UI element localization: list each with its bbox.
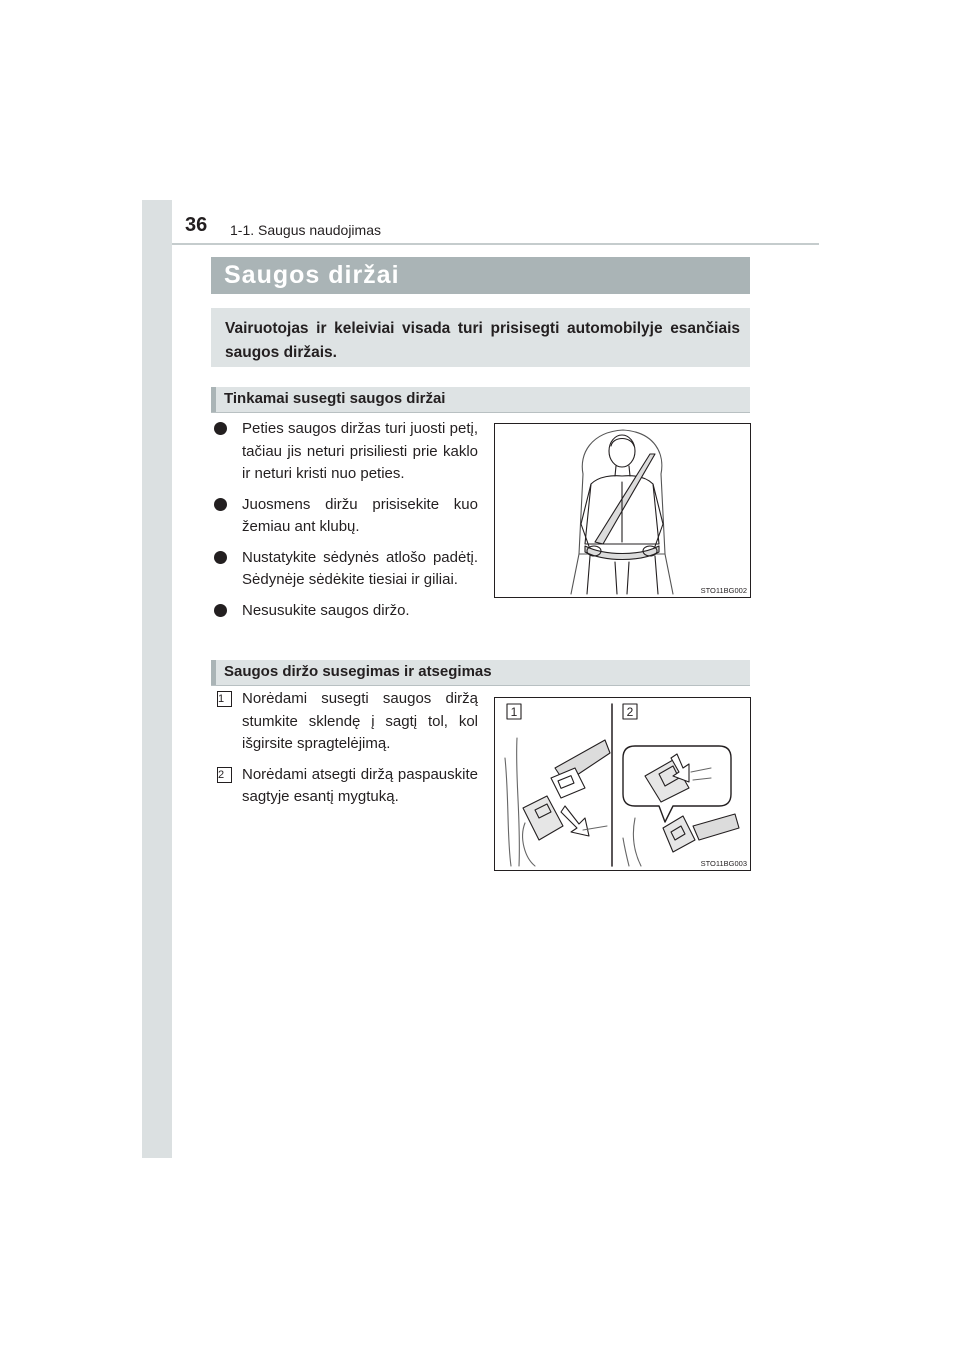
bullet-text: Nesusukite saugos diržo.	[242, 601, 410, 619]
subheading-fasten-release	[211, 660, 750, 686]
chapter-title: 1-1. Saugus naudojimas	[230, 222, 381, 238]
page-number: 36	[185, 214, 208, 236]
figure-code: STO11BG003	[700, 859, 747, 868]
step-number: 1	[217, 691, 232, 707]
step-text: Norėdami atsegti diržą paspauskite sagtyje esantį mygtuką.	[242, 765, 478, 805]
seated-person-illustration	[495, 424, 750, 597]
bullet-icon	[214, 498, 227, 511]
subheading-text: Saugos diržo susegimas ir atsegimas	[224, 663, 492, 680]
figure-label-2: 2	[626, 705, 634, 719]
intro-box	[211, 308, 750, 367]
side-strip	[142, 200, 172, 1158]
bullet-icon	[214, 422, 227, 435]
bullet-text: Peties saugos diržas turi juosti petį, tačiau jis neturi prisiliesti prie kaklo ir neturi kristi nuo peties.	[242, 420, 478, 482]
bullet-item	[214, 494, 478, 539]
section-title: Saugos diržai	[224, 261, 400, 289]
bullet-icon	[214, 551, 227, 564]
subheading-text: Tinkamai susegti saugos diržai	[224, 390, 446, 407]
subheading-accent	[211, 387, 216, 412]
step-text: Norėdami susegti saugos diržą stumkite sklendę į sagtį tol, kol išgirsite spragtelėjimą.	[242, 690, 478, 752]
bullet-icon	[214, 604, 227, 617]
bullet-list	[214, 418, 478, 630]
bullet-item	[214, 547, 478, 592]
bullet-item	[214, 418, 478, 486]
figure-code: STO11BG002	[700, 586, 747, 595]
figure-buckle-fasten-release	[494, 697, 751, 871]
bullet-item	[214, 600, 478, 623]
section-title-bar	[211, 257, 750, 294]
step-item	[214, 688, 478, 756]
figure-seated-person-seatbelt	[494, 423, 751, 598]
step-item	[214, 764, 478, 809]
bullet-text: Juosmens diržu prisisekite kuo žemiau ant klubų.	[242, 495, 478, 535]
step-number: 2	[217, 767, 232, 783]
subheading-accent	[211, 660, 216, 685]
intro-text: Vairuotojas ir keleiviai visada turi prisisegti automobilyje esančiais saugos diržais.	[225, 320, 740, 361]
header-rule	[172, 243, 819, 245]
bullet-text: Nustatykite sėdynės atlošo padėtį. Sėdynėje sėdėkite tiesiai ir giliai.	[242, 548, 478, 588]
figure-label-1: 1	[510, 705, 518, 719]
subheading-proper-wearing	[211, 387, 750, 413]
buckle-illustration	[495, 698, 750, 870]
step-list	[214, 688, 478, 817]
